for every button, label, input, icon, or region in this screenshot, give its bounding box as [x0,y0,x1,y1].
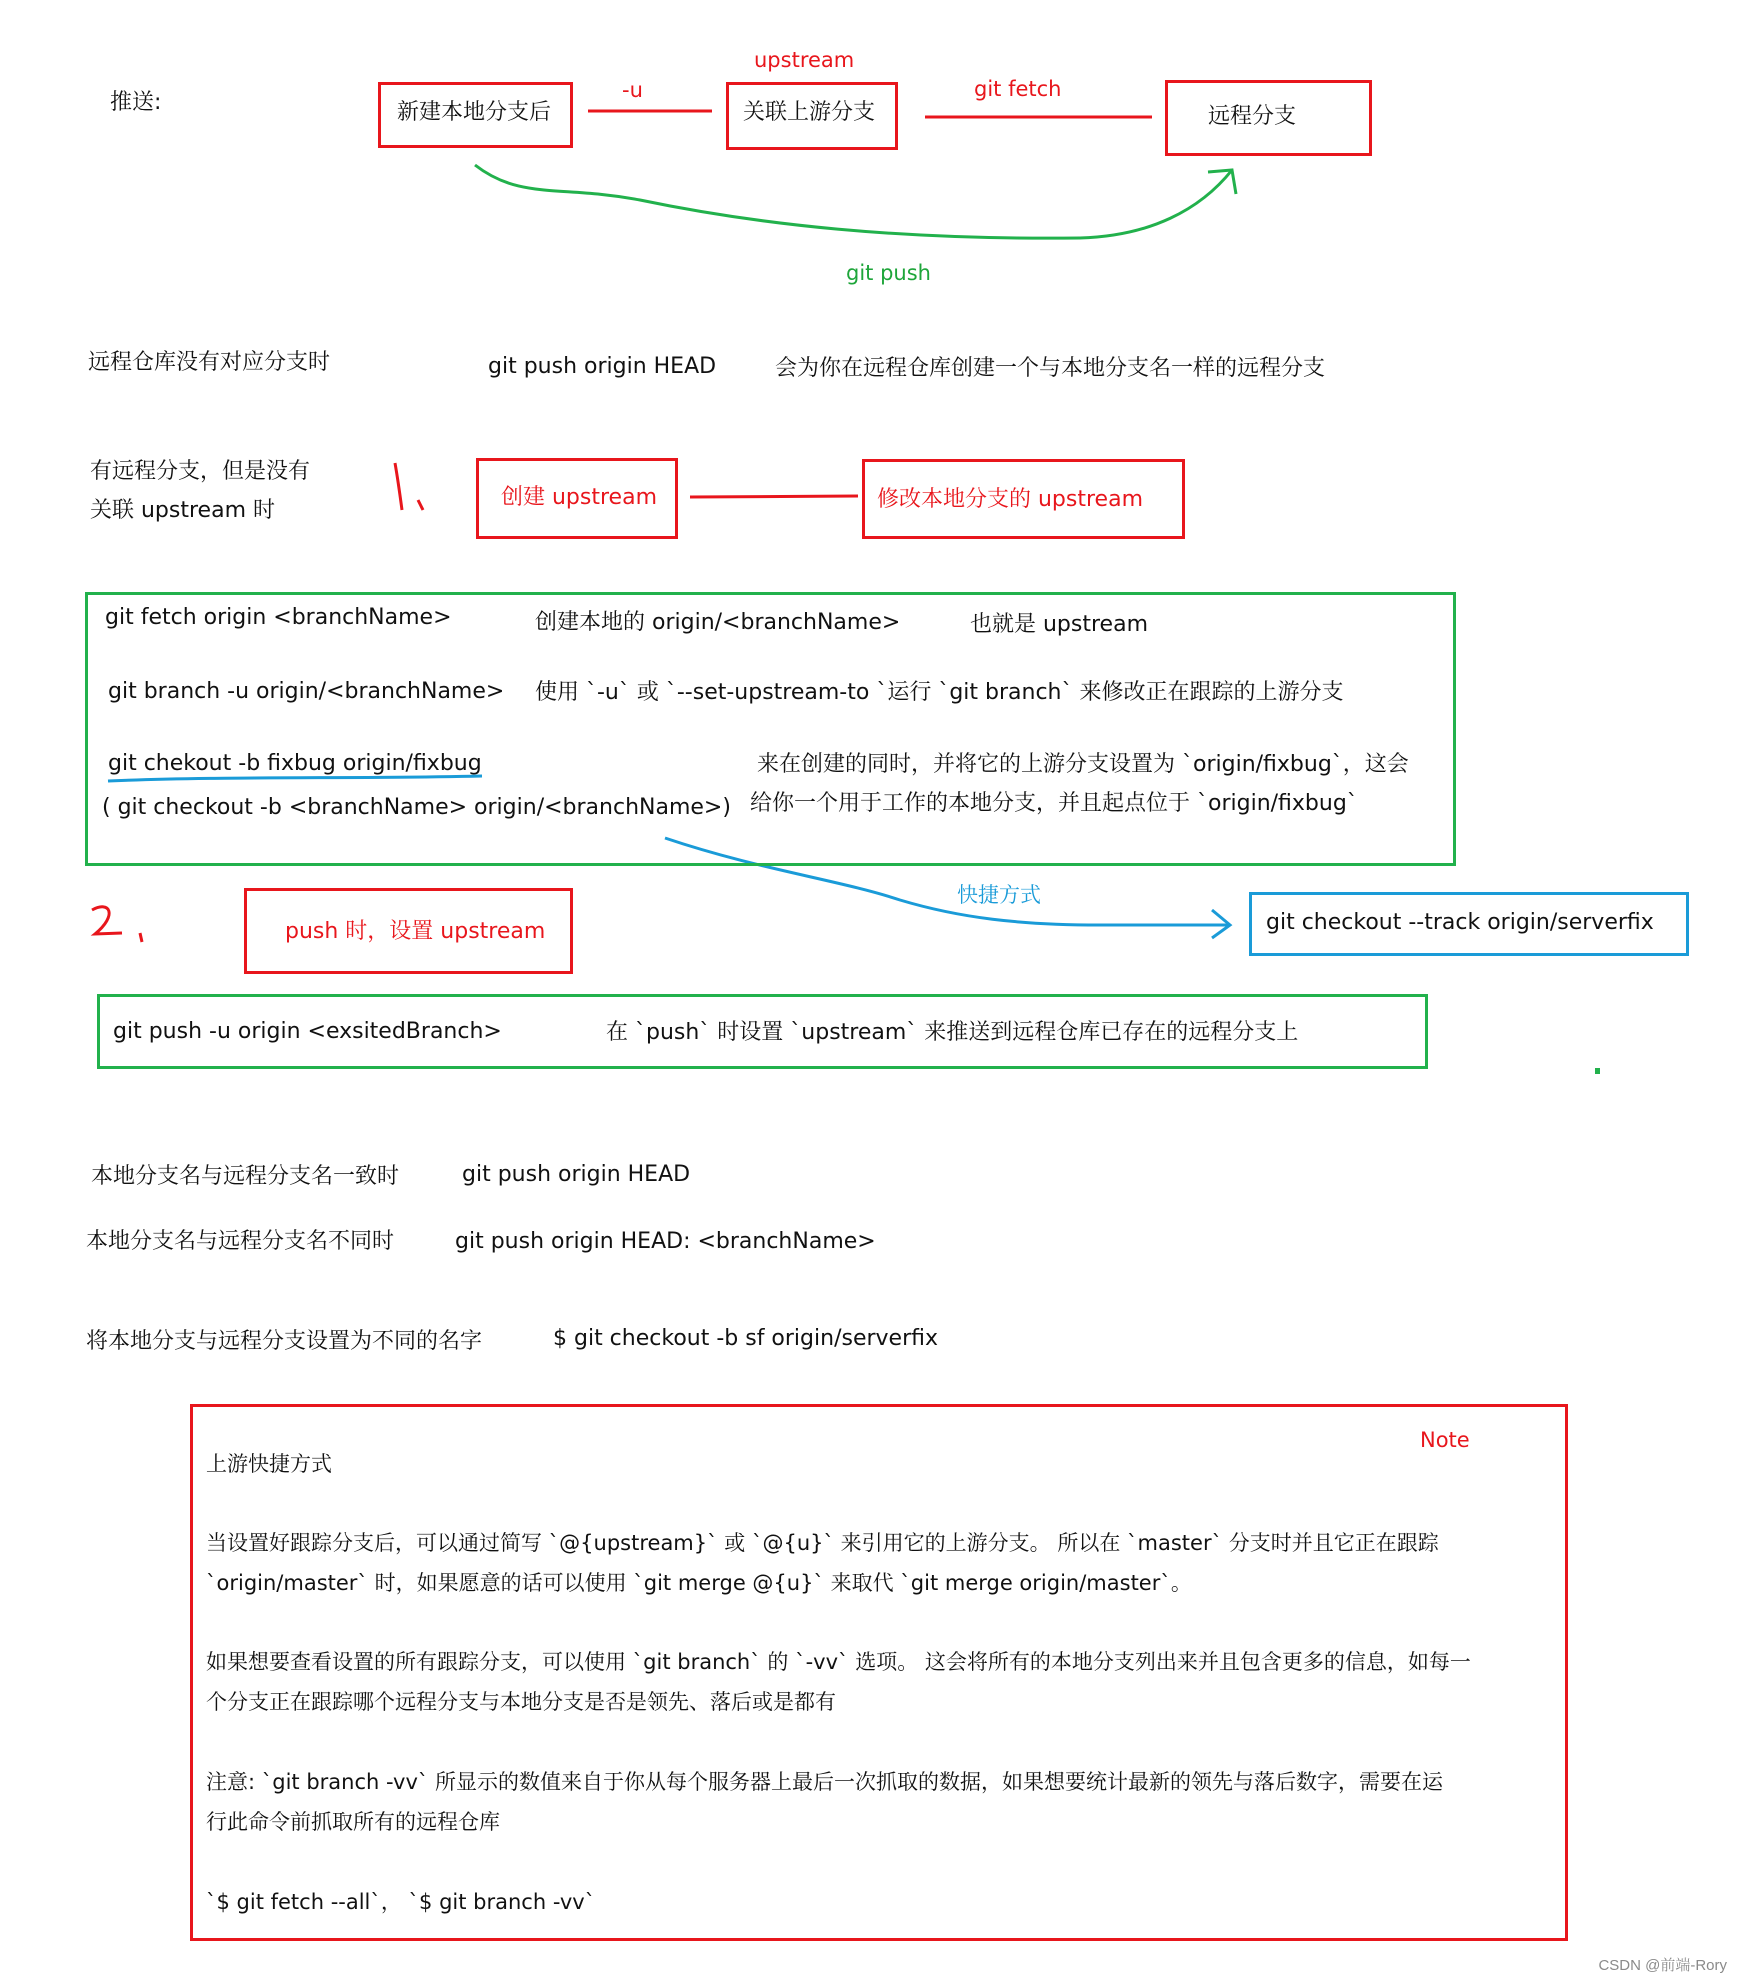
note-p1-line1: 当设置好跟踪分支后，可以通过简写 `@{upstream}` 或 `@{u}` 来引用它的上游分支。 所以在 `master` 分支时并且它正在跟踪 [206,1531,1439,1555]
checkout-desc-line2: 给你一个用于工作的本地分支，并且起点位于 `origin/fixbug` [750,791,1358,816]
note-p1-line2: `origin/master` 时，如果愿意的话可以使用 `git merge @{u}` 来取代 `git merge origin/master`。 [206,1571,1192,1595]
no-remote-desc: 会为你在远程仓库创建一个与本地分支名一样的远程分支 [775,356,1326,381]
note-p2-line1: 如果想要查看设置的所有跟踪分支，可以使用 `git branch` 的 `-vv` 选项。 这会将所有的本地分支列出来并且包含更多的信息，如每一 [206,1650,1471,1674]
checkout-cmd: git chekout -b fixbug origin/fixbug [108,751,482,776]
push-u-cmd: git push -u origin <exsitedBranch> [113,1019,502,1044]
note-p4: `$ git fetch --all`， `$ git branch -vv` [206,1890,596,1914]
create-upstream-box [476,458,678,539]
note-p2-line2: 个分支正在跟踪哪个远程分支与本地分支是否是领先、落后或是都有 [206,1690,836,1714]
flow-box-remote [1165,80,1372,156]
no-remote-cmd: git push origin HEAD [488,354,717,379]
track-shortcut-cmd: git checkout --track origin/serverfix [1266,910,1654,935]
fetch-desc-upstream: 也就是 upstream [970,612,1148,637]
step1-mark-stroke [395,463,402,510]
git-push-label: git push [846,261,931,285]
branch-desc: 使用 `-u` 或 `--set-upstream-to `运行 `git branch` 来修改正在跟踪的上游分支 [535,680,1344,705]
has-remote-line1: 有远程分支，但是没有 [90,459,311,484]
note-p3-line2: 行此命令前抓取所有的远程仓库 [206,1810,500,1834]
push-label: 推送: [110,90,162,115]
flow-box-remote-label: 远程分支 [1208,104,1297,129]
shortcut-label: 快捷方式 [957,883,1041,907]
git-fetch-label: git fetch [974,77,1062,101]
push-upstream-box [244,888,573,974]
upstream-label: upstream [754,48,855,72]
step1-mark-dot [418,500,423,510]
set-diff-label: 将本地分支与远程分支设置为不同的名字 [86,1329,483,1354]
push-u-desc: 在 `push` 时设置 `upstream` 来推送到远程仓库已存在的远程分支上 [606,1020,1299,1045]
note-title: 上游快捷方式 [206,1452,332,1476]
same-name-label: 本地分支名与远程分支名一致时 [91,1164,400,1189]
flow-box-upstream-label: 关联上游分支 [743,100,876,125]
diff-name-cmd: git push origin HEAD: <branchName> [455,1229,876,1254]
flow-box-upstream [726,82,898,150]
set-diff-cmd: $ git checkout -b sf origin/serverfix [553,1326,938,1351]
stray-dot [1595,1068,1600,1074]
flow-box-local-branch-label: 新建本地分支后 [397,100,552,125]
fetch-cmd: git fetch origin <branchName> [105,605,452,630]
note-p3-line1: 注意: `git branch -vv` 所显示的数值来自于你从每个服务器上最后一次抓取的数据，如果想要统计最新的领先与落后数字，需要在运 [206,1770,1444,1794]
git-push-curve [475,165,1232,238]
checkout-desc-line1: 来在创建的同时，并将它的上游分支设置为 `origin/fixbug`，这会 [757,752,1409,777]
watermark: CSDN @前端-Rory [1598,1957,1727,1974]
create-upstream-label: 创建 upstream [501,485,657,510]
u-flag-label: -u [622,78,643,102]
note-tag: Note [1420,1428,1470,1452]
modify-upstream-label: 修改本地分支的 upstream [877,487,1143,512]
push-upstream-label: push 时，设置 upstream [285,919,546,944]
track-shortcut-box [1249,892,1689,956]
flow-box-local-branch [378,82,573,148]
checkout-generic-cmd: ( git checkout -b <branchName> origin/<branchName>) [102,795,731,820]
fetch-desc: 创建本地的 origin/<branchName> [535,610,901,635]
no-remote-label: 远程仓库没有对应分支时 [88,350,331,375]
step2-mark-stroke [92,907,122,934]
step2-mark-dot [140,933,142,942]
diff-name-label: 本地分支名与远程分支名不同时 [86,1229,395,1254]
branch-cmd: git branch -u origin/<branchName> [108,679,505,704]
connector-create-modify [690,496,858,497]
modify-upstream-box [862,459,1185,539]
same-name-cmd: git push origin HEAD [462,1162,691,1187]
has-remote-line2: 关联 upstream 时 [90,498,275,523]
